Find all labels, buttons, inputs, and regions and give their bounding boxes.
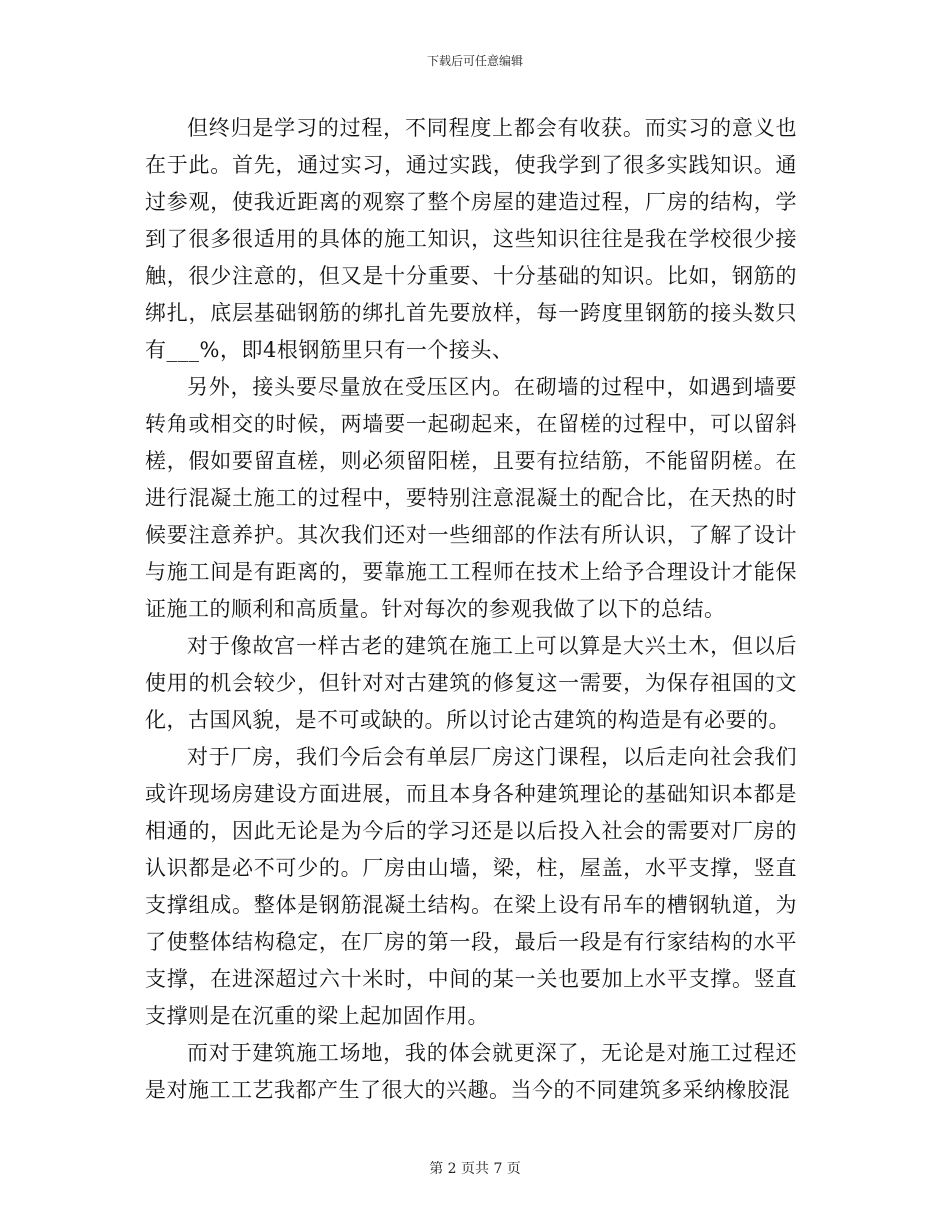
- paragraph-1: 但终归是学习的过程，不同程度上都会有收获。而实习的意义也在于此。首先，通过实习，通过实践，使我学到了很多实践知识。通过参观，使我近距离的观察了整个房屋的建造过程，厂房的结构，学到了很多很适用的具体的施工知识，这些知识往往是我在学校很少接触，很少注意的，但又是十分重要、十分基础的知识。比如，钢筋的绑扎，底层基础钢筋的绑扎首先要放样，每一跨度里钢筋的接头数只有___%，即4根钢筋里只有一个接头、: [145, 116, 797, 362]
- paragraph-2: 另外，接头要尽量放在受压区内。在砌墙的过程中，如遇到墙要转角或相交的时候，两墙要一起砌起来，在留槎的过程中，可以留斜槎，假如要留直槎，则必须留阳槎，且要有拉结筋，不能留阴槎。在进行混凝土施工的过程中，要特别注意混凝土的配合比，在天热的时候要注意养护。其次我们还对一些细部的作法有所认识，了解了设计与施工间是有距离的，要靠施工工程师在技术上给予合理设计才能保证施工的顺利和高质量。针对每次的参观我做了以下的总结。: [145, 375, 797, 621]
- page-header: 下载后可任意编辑: [426, 54, 523, 68]
- page-number-footer: 第 2 页共 7 页: [429, 1161, 521, 1177]
- body-text: [145, 110, 797, 1109]
- paragraph-4: 对于厂房，我们今后会有单层厂房这门课程，以后走向社会我们或许现场房建设方面进展，而且本身各种建筑理论的基础知识本都是相通的，因此无论是为今后的学习还是以后投入社会的需要对厂房的认识都是必不可少的。厂房由山墙，梁，柱，屋盖，水平支撑，竖直支撑组成。整体是钢筋混凝土结构。在梁上设有吊车的槽钢轨道，为了使整体结构稳定，在厂房的第一段，最后一段是有行家结构的水平支撑，在进深超过六十米时，中间的某一关也要加上水平支撑。竖直支撑则是在沉重的梁上起加固作用。: [145, 745, 797, 1028]
- paragraph-5: 而对于建筑施工场地，我的体会就更深了，无论是对施工过程还是对施工工艺我都产生了很大的兴趣。当今的不同建筑多采纳橡胶混: [145, 1041, 797, 1102]
- paragraph-3: 对于像故宫一样古老的建筑在施工上可以算是大兴土木，但以后使用的机会较少，但针对对古建筑的修复这一需要，为保存祖国的文化，古国风貌，是不可或缺的。所以讨论古建筑的构造是有必要的。: [145, 634, 797, 732]
